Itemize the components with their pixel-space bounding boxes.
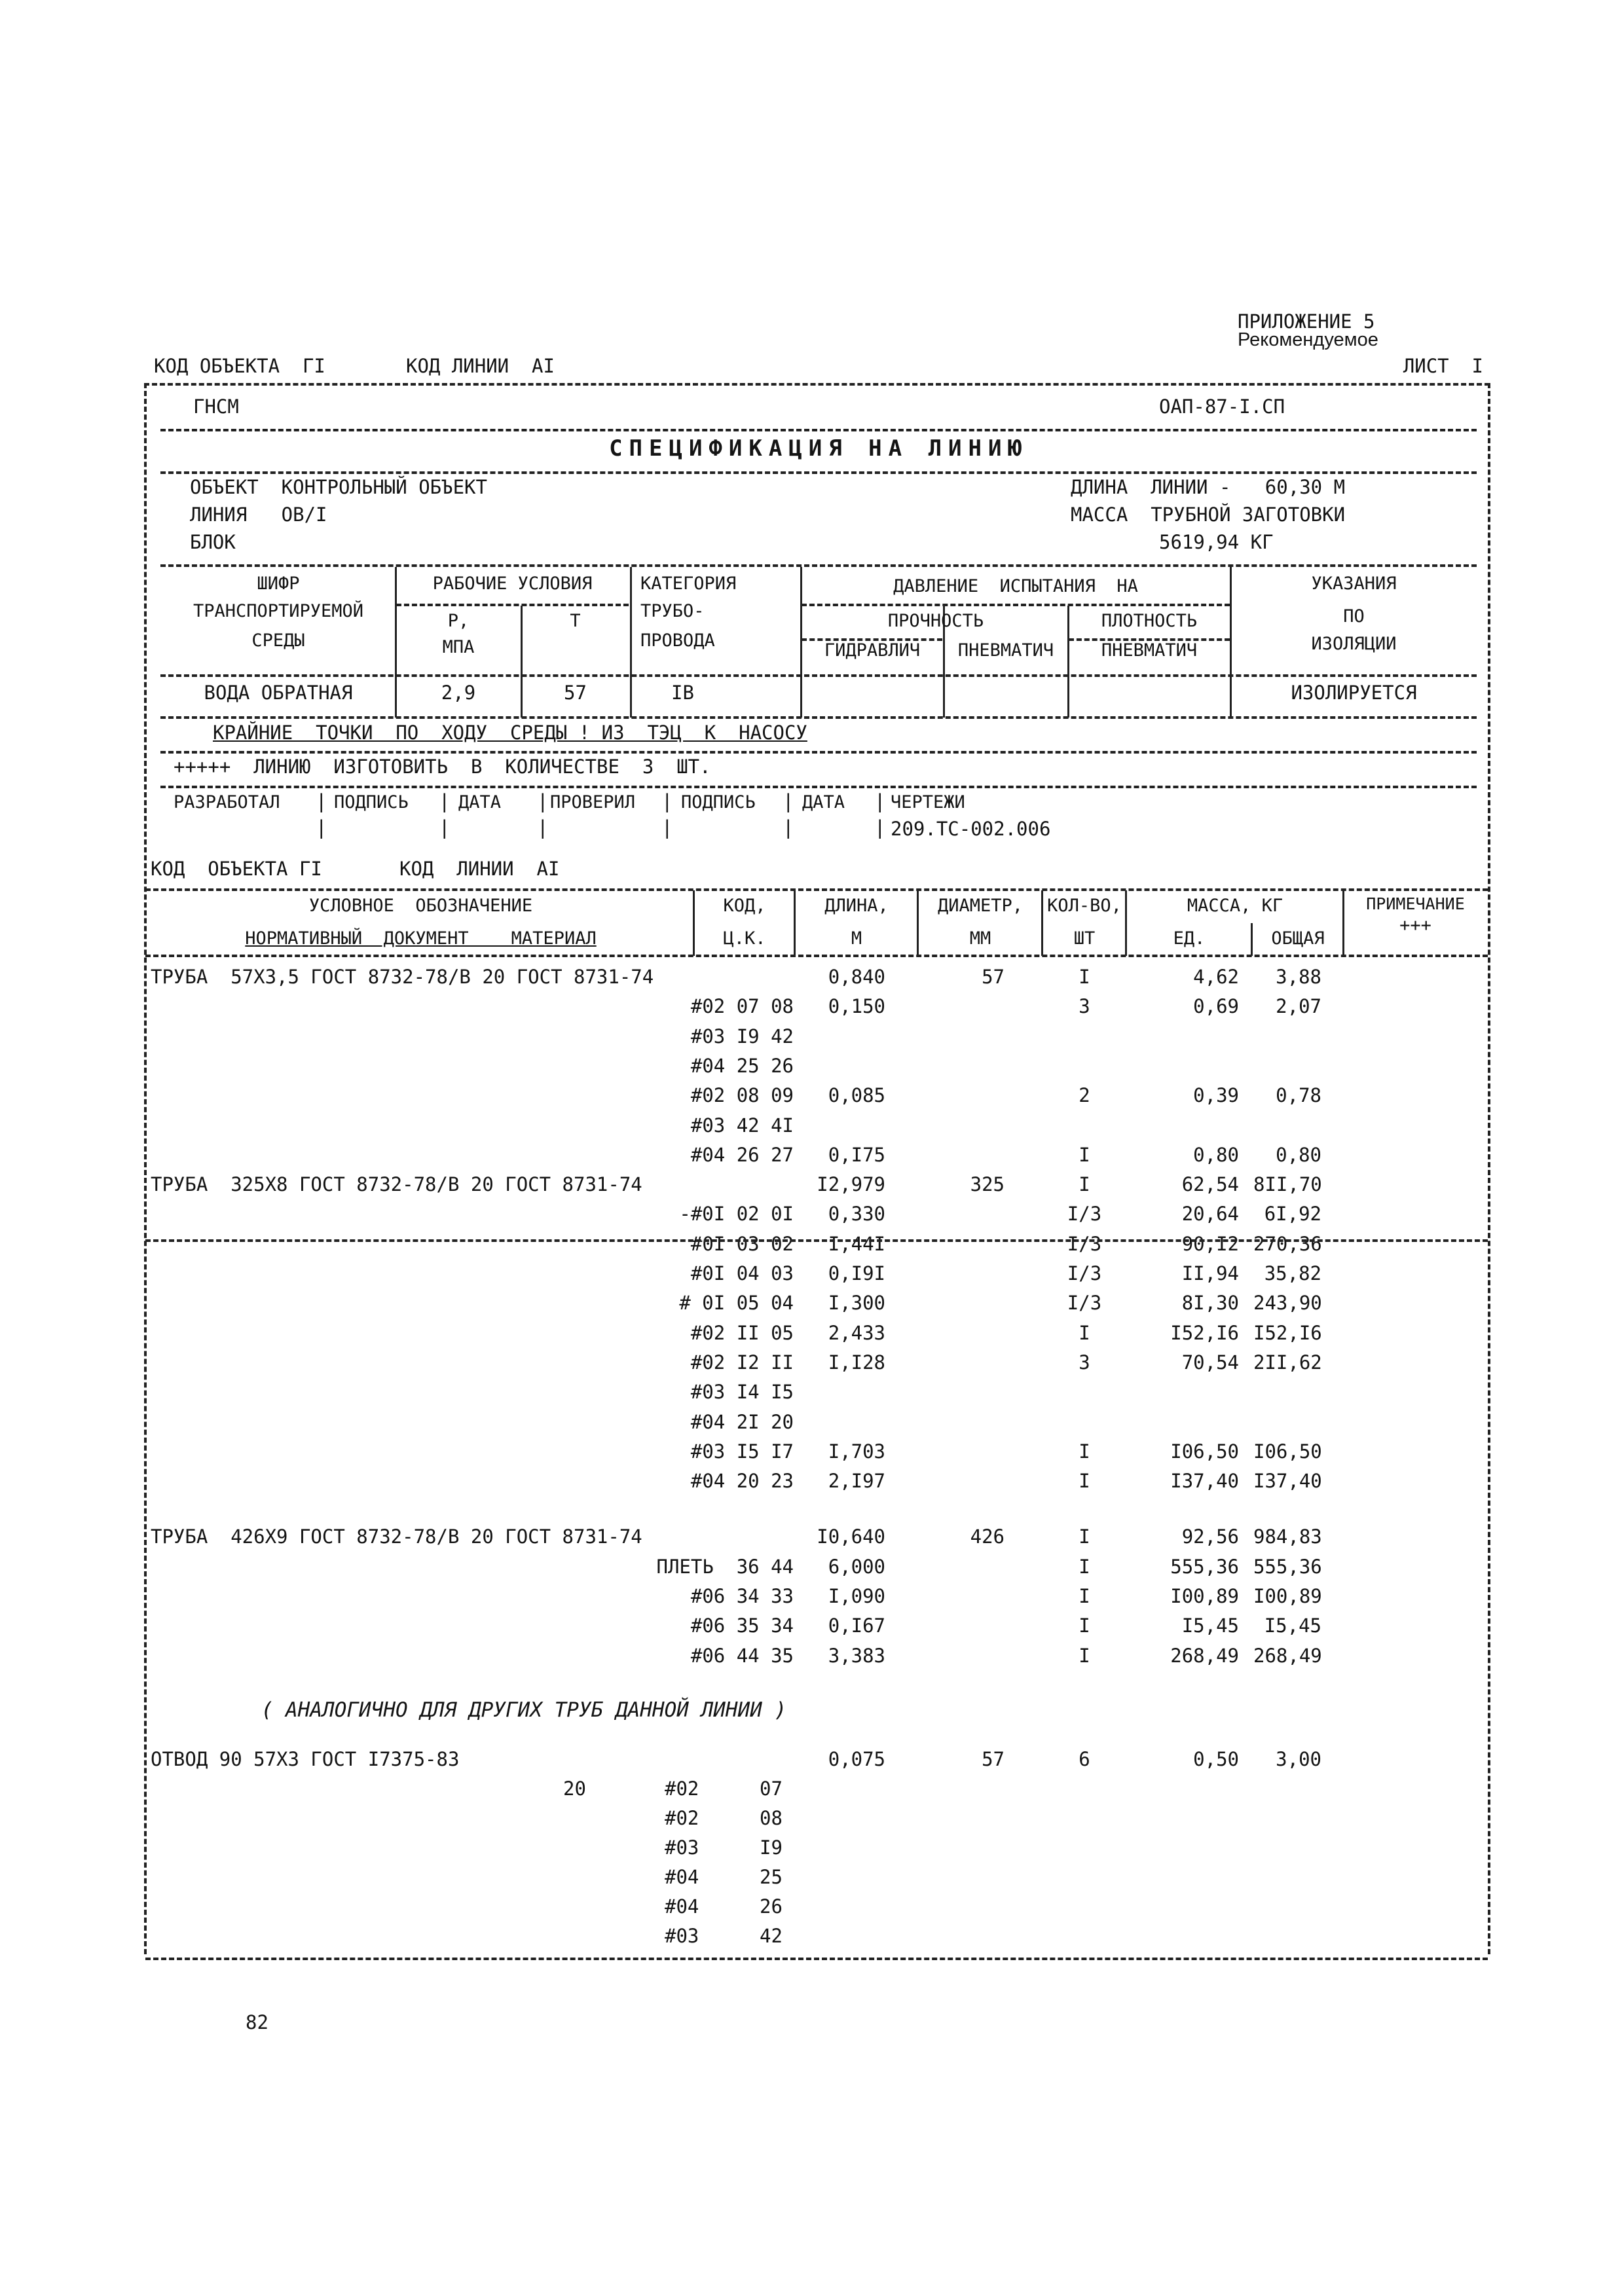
row-length: 6,000 [828,1556,885,1578]
bend-code-suffix: 08 [760,1807,783,1829]
row-code: #02 08 09 [690,1084,794,1106]
col-sep [917,890,919,956]
row-length: I,I28 [828,1351,885,1374]
col-sep [1041,890,1043,956]
row-length: 2,433 [828,1322,885,1344]
row-qty: I/3 [1067,1292,1102,1314]
row-total: 3,88 [1276,966,1321,988]
row-length: 0,I67 [828,1614,885,1637]
bend-code-suffix: I9 [760,1836,783,1859]
row-total: 8II,70 [1253,1173,1322,1195]
row-total: I00,89 [1253,1585,1322,1607]
duct-header: ПРОВОДА [640,630,715,651]
row-length: 0,150 [828,995,885,1017]
mpa-header: МПА [442,637,475,657]
row-length: 0,I75 [828,1144,885,1166]
divider [160,751,1477,754]
row-length: 0,840 [828,966,885,988]
row-code: #04 2I 20 [690,1411,794,1433]
divider [160,429,1477,431]
bend-unit-mass: 0,50 [1193,1748,1239,1770]
code-header: КОД, [723,896,766,916]
row-qty: I [1079,1645,1090,1667]
bend-code-suffix: 26 [760,1895,783,1918]
line-name: ЛИНИЯ ОВ/I [190,503,327,526]
row-qty: I [1079,1556,1090,1578]
row-code: #03 42 4I [690,1114,794,1137]
row-total: I52,I6 [1253,1322,1322,1344]
col-sep [794,890,796,956]
bend-quantity: 6 [1079,1748,1090,1770]
row-unit: 0,80 [1193,1144,1239,1166]
row-total: 2,07 [1276,995,1321,1017]
quantity-text: +++++ ЛИНИЮ ИЗГОТОВИТЬ В КОЛИЧЕСТВЕ 3 ШТ. [174,756,711,778]
sheet-number: ЛИСТ I [1403,355,1483,377]
separator: | [661,790,673,812]
divider [145,888,1488,891]
divider [145,955,1488,957]
bend-code-prefix: #04 [665,1895,699,1918]
signature-label-1: ПОДПИСЬ [334,792,409,812]
row-code: #03 I4 I5 [690,1381,794,1403]
temperature-header: Т [570,611,581,631]
object-name: ОБЪЕКТ КОНТРОЛЬНЫЙ ОБЪЕКТ [190,476,487,498]
row-total: 6I,92 [1264,1203,1321,1225]
col-sep [693,890,695,956]
row-qty: I [1079,1440,1090,1463]
note-mark: +++ [1399,915,1431,936]
row-length: 3,383 [828,1645,885,1667]
category-header: КАТЕГОРИЯ [640,574,737,594]
row-unit: 90,I2 [1181,1233,1239,1255]
row-unit: 555,36 [1170,1556,1239,1578]
normative-header: НОРМАТИВНЫЙ ДОКУМЕНТ МАТЕРИАЛ [245,928,597,949]
bend-material: 20 [563,1777,586,1800]
frame-bottom [145,1958,1488,1960]
table-line-code: КОД ЛИНИИ AI [399,858,560,880]
bend-code-prefix: #03 [665,1836,699,1859]
drawings-label: ЧЕРТЕЖИ [891,792,965,812]
separator: | [874,816,886,839]
row-diam: 426 [970,1525,1005,1548]
bend-code-suffix: 42 [760,1925,783,1947]
on-header: ПО [1343,606,1365,627]
gnsm-label: ГНСМ [193,395,239,418]
row-code: ПЛЕТЬ 36 44 [656,1556,794,1578]
divider [160,786,1477,788]
row-unit: 268,49 [1170,1645,1239,1667]
row-unit: 0,39 [1193,1084,1239,1106]
separator: | [661,816,673,839]
row-code: #06 44 35 [690,1645,794,1667]
row-total: 243,90 [1253,1292,1322,1314]
pipe-blank-mass-label: МАССА ТРУБНОЙ ЗАГОТОВКИ [1071,503,1346,526]
row-code: #02 07 08 [690,995,794,1017]
row-qty: I/3 [1067,1203,1102,1225]
pipe-header: ТРУБО- [640,601,705,621]
row-code: -#0I 02 0I [679,1203,794,1225]
doc-code: ОАП-87-I.СП [1159,395,1285,418]
row-code: #03 I9 42 [690,1025,794,1048]
row-code: #0I 03 02 [690,1233,794,1255]
developed-label: РАЗРАБОТАЛ [174,792,280,812]
test-pressure-header: ДАВЛЕНИЕ ИСПЫТАНИЯ НА [893,576,1138,596]
separator: | [783,816,794,839]
bend-code-suffix: 25 [760,1866,783,1888]
divider [160,564,1477,567]
transported-header: ТРАНСПОРТИРУЕМОЙ [193,601,364,621]
row-qty: I [1079,1614,1090,1637]
separator: | [316,790,327,812]
separator: | [537,790,549,812]
designation-header: УСЛОВНОЕ ОБОЗНАЧЕНИЕ [308,896,533,916]
row-unit: I37,40 [1170,1470,1239,1492]
row-total: 0,80 [1276,1144,1321,1166]
pipe-blank-mass-value: 5619,94 КГ [1159,531,1274,553]
frame-right [1488,383,1490,1954]
row-total: 0,78 [1276,1084,1321,1106]
table-object-code: КОД ОБЪЕКТА ГI [151,858,322,880]
frame-left [144,383,147,1954]
note-header: ПРИМЕЧАНИЕ [1366,894,1465,913]
row-total: I06,50 [1253,1440,1322,1463]
unit-mass-header: ЕД. [1173,928,1206,949]
row-qty: I/3 [1067,1262,1102,1285]
row-qty: I [1079,1322,1090,1344]
length-unit-header: М [851,928,862,949]
row-unit: 70,54 [1181,1351,1239,1374]
row-code: #06 34 33 [690,1585,794,1607]
col-sep [630,567,632,718]
bend-length: 0,075 [828,1748,885,1770]
pressure-header: Р, [447,611,470,631]
analog-note: ( АНАЛОГИЧНО ДЛЯ ДРУГИХ ТРУБ ДАННОЙ ЛИНИИ ) [261,1698,787,1722]
row-length: I0,640 [817,1525,885,1548]
col-sep [1251,923,1253,956]
pieces-header: ШТ [1073,928,1096,949]
line-length: ДЛИНА ЛИНИИ - 60,30 М [1071,476,1346,498]
row-diam: 57 [982,966,1005,988]
divider [160,471,1477,474]
row-unit: I5,45 [1181,1614,1239,1637]
insulation-header: ИЗОЛЯЦИИ [1311,634,1397,654]
working-conditions-header: РАБОЧИЕ УСЛОВИЯ [432,574,593,594]
length-header: ДЛИНА, [824,896,889,916]
row-qty: I [1079,1173,1090,1195]
separator: | [439,816,451,839]
hydraulic-header: ГИДРАВЛИЧ [824,640,921,661]
divider [396,604,629,606]
category-value: IB [671,682,694,704]
bend-code-prefix: #02 [665,1777,699,1800]
medium-header: СРЕДЫ [251,630,305,651]
density-header: ПЛОТНОСТЬ [1101,611,1198,631]
total-mass-header: ОБЩАЯ [1271,928,1325,949]
signature-label-2: ПОДПИСЬ [681,792,756,812]
row-qty: 3 [1079,995,1090,1017]
date-label-1: ДАТА [458,792,502,812]
checked-label: ПРОВЕРИЛ [550,792,636,812]
row-qty: I [1079,1470,1090,1492]
row-code: #02 II 05 [690,1322,794,1344]
row-qty: I [1079,966,1090,988]
row-length: 0,085 [828,1084,885,1106]
row-unit: 8I,30 [1181,1292,1239,1314]
separator: | [316,816,327,839]
row-length: 0,I9I [828,1262,885,1285]
temperature-value: 57 [564,682,587,704]
col-sep [1125,890,1127,956]
quantity-header: КОЛ-ВО, [1047,896,1122,916]
bend-code-prefix: #03 [665,1925,699,1947]
row-unit: 4,62 [1193,966,1239,988]
row-length: 2,I97 [828,1470,885,1492]
row-total: 35,82 [1264,1262,1321,1285]
block-name: БЛОК [190,531,236,553]
bend-code-suffix: 07 [760,1777,783,1800]
diameter-header: ДИАМЕТР, [937,896,1024,916]
row-code: #06 35 34 [690,1614,794,1637]
frame-top [144,383,1490,386]
appendix-label: ПРИЛОЖЕНИЕ 5 [1238,310,1375,333]
row-unit: I00,89 [1170,1585,1239,1607]
row-unit: 62,54 [1181,1173,1239,1195]
bend-total-mass: 3,00 [1276,1748,1321,1770]
diameter-unit-header: ММ [969,928,991,949]
strength-header: ПРОЧНОСТЬ [887,611,984,631]
row-total: I5,45 [1264,1614,1321,1637]
row-code: # 0I 05 04 [679,1292,794,1314]
row-unit: I52,I6 [1170,1322,1239,1344]
insulation-value: ИЗОЛИРУЕТСЯ [1291,682,1417,704]
separator: | [874,790,886,812]
pressure-value: 2,9 [441,682,476,704]
bend-code-prefix: #04 [665,1866,699,1888]
divider [802,604,1230,606]
row-length: I2,979 [817,1173,885,1195]
instructions-header: УКАЗАНИЯ [1311,574,1397,594]
row-code: #04 25 26 [690,1055,794,1077]
pneumatic-density-header: ПНЕВМАТИЧ [1101,640,1198,661]
drawing-number: 209.ТС-002.006 [891,818,1051,840]
pneumatic-header: ПНЕВМАТИЧ [957,640,1054,661]
row-qty: I [1079,1585,1090,1607]
spec-title: СПЕЦИФИКАЦИЯ НА ЛИНИЮ [609,435,1028,462]
row-diam: 325 [970,1173,1005,1195]
row-length: 0,330 [828,1203,885,1225]
row-qty: 3 [1079,1351,1090,1374]
row-qty: I/3 [1067,1233,1102,1255]
recommended-label: Рекомендуемое [1238,329,1378,350]
row-code: #02 I2 II [690,1351,794,1374]
bend-diameter: 57 [982,1748,1005,1770]
ck-header: Ц.К. [723,928,766,949]
row-code: #0I 04 03 [690,1262,794,1285]
row-unit: II,94 [1181,1262,1239,1285]
row-length: I,090 [828,1585,885,1607]
row-code: #04 26 27 [690,1144,794,1166]
col-sep [1342,890,1344,956]
row-qty: I [1079,1525,1090,1548]
row-unit: 0,69 [1193,995,1239,1017]
row-unit: 92,56 [1181,1525,1239,1548]
row-length: I,703 [828,1440,885,1463]
row-name: ТРУБА 426Х9 ГОСТ 8732-78/В 20 ГОСТ 8731-74 [151,1525,642,1548]
row-length: I,300 [828,1292,885,1314]
divider [160,674,1477,677]
row-qty: I [1079,1144,1090,1166]
route-text: КРАЙНИЕ ТОЧКИ ПО ХОДУ СРЕДЫ ! ИЗ ТЭЦ К НАСОСУ [213,721,807,744]
medium-value: ВОДА ОБРАТНАЯ [204,682,353,704]
row-code: #04 20 23 [690,1470,794,1492]
page-number: 82 [246,2011,268,2033]
row-total: 2II,62 [1253,1351,1322,1374]
row-unit: 20,64 [1181,1203,1239,1225]
separator: | [439,790,451,812]
row-name: ТРУБА 325Х8 ГОСТ 8732-78/В 20 ГОСТ 8731-74 [151,1173,642,1195]
row-total: 270,36 [1253,1233,1322,1255]
row-length: I,44I [828,1233,885,1255]
date-label-2: ДАТА [802,792,845,812]
divider [145,1239,1488,1242]
bend-code-prefix: #02 [665,1807,699,1829]
separator: | [537,816,549,839]
separator: | [783,790,794,812]
row-name: ТРУБА 57Х3,5 ГОСТ 8732-78/В 20 ГОСТ 8731-74 [151,966,654,988]
cipher-header: ШИФР [257,574,300,594]
row-total: I37,40 [1253,1470,1322,1492]
row-qty: 2 [1079,1084,1090,1106]
row-total: 555,36 [1253,1556,1322,1578]
object-code: КОД ОБЪЕКТА ГI [154,355,325,377]
bend-name: ОТВОД 90 57Х3 ГОСТ I7375-83 [151,1748,460,1770]
line-code: КОД ЛИНИИ AI [406,355,555,377]
row-total: 268,49 [1253,1645,1322,1667]
row-total: 984,83 [1253,1525,1322,1548]
mass-header: МАССА, КГ [1187,896,1283,916]
row-unit: I06,50 [1170,1440,1239,1463]
row-code: #03 I5 I7 [690,1440,794,1463]
divider [160,716,1477,719]
